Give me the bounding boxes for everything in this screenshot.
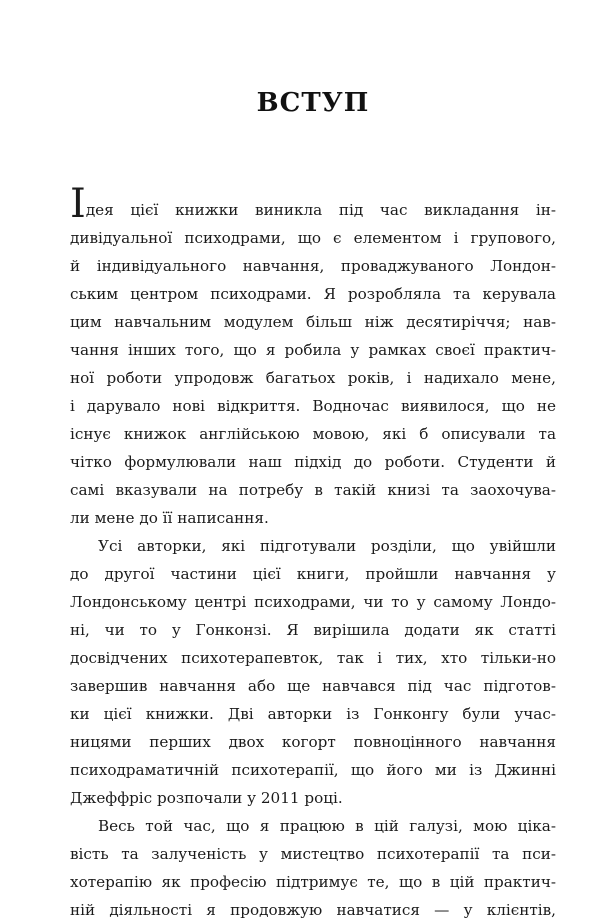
text-line: ні, чи то у Гонконзі. Я вирішила додати як статті [70, 621, 556, 639]
text-line: ницями перших двох когорт повноцінного навчання [70, 733, 556, 751]
paragraph-2 [70, 532, 556, 812]
text-line: ли мене до її написання. [70, 509, 269, 527]
paragraph-3 [70, 812, 556, 924]
text-line: і дарувало нові відкриття. Водночас виявилося, що не [70, 397, 556, 415]
paragraph-1 [70, 181, 556, 532]
text-line: до другої частини цієї книги, пройшли навчання у [70, 565, 556, 583]
text-line: Ідея цієї книжки виникла під час викладання ін- [70, 181, 556, 227]
text-line: й індивідуального навчання, проваджуваного Лондон- [70, 257, 556, 275]
text-line: вість та залученість у мистецтво психотерапії та пси- [70, 845, 556, 863]
text-line: Усі авторки, які підготували розділи, що увійшли [98, 537, 556, 555]
text-line: самі вказували на потребу в такій книзі та заохочува- [70, 481, 556, 499]
text-line: існує книжок англійською мовою, які б описували та [70, 425, 556, 443]
text-line: ки цієї книжки. Дві авторки із Гонконгу були учас- [70, 705, 556, 723]
text-line: досвідчених психотерапевток, так і тих, хто тільки-но [70, 649, 556, 667]
text-line: Весь той час, що я працюю в цій галузі, мою ціка- [98, 817, 556, 835]
drop-cap: І [70, 181, 86, 227]
text-line: психодраматичній психотерапії, що його ми із Джинні [70, 761, 556, 779]
text-line: чання інших того, що я робила у рамках своєї практич- [70, 341, 556, 359]
text-line: чітко формулювали наш підхід до роботи. Студенти й [70, 453, 556, 471]
text-line: Лондонському центрі психодрами, чи то у самому Лондо- [70, 593, 556, 611]
text-line: дивідуальної психодрами, що є елементом і групового, [70, 229, 556, 247]
text-line: ної роботи упродовж багатьох років, і надихало мене, [70, 369, 556, 387]
text-line: завершив навчання або ще навчався під час підготов- [70, 677, 556, 695]
chapter-body [70, 181, 556, 924]
chapter-title: ВСТУП [256, 88, 370, 118]
text-line: ній діяльності я продовжую навчатися — у клієнтів, [70, 901, 556, 919]
text-line: хотерапію як професію підтримує те, що в цій практич- [70, 873, 556, 891]
text-line: ським центром психодрами. Я розробляла та керувала [70, 285, 556, 303]
text-line: цим навчальним модулем більш ніж десятиріччя; нав- [70, 313, 556, 331]
text-line: Джеффріс розпочали у 2011 році. [70, 789, 343, 807]
